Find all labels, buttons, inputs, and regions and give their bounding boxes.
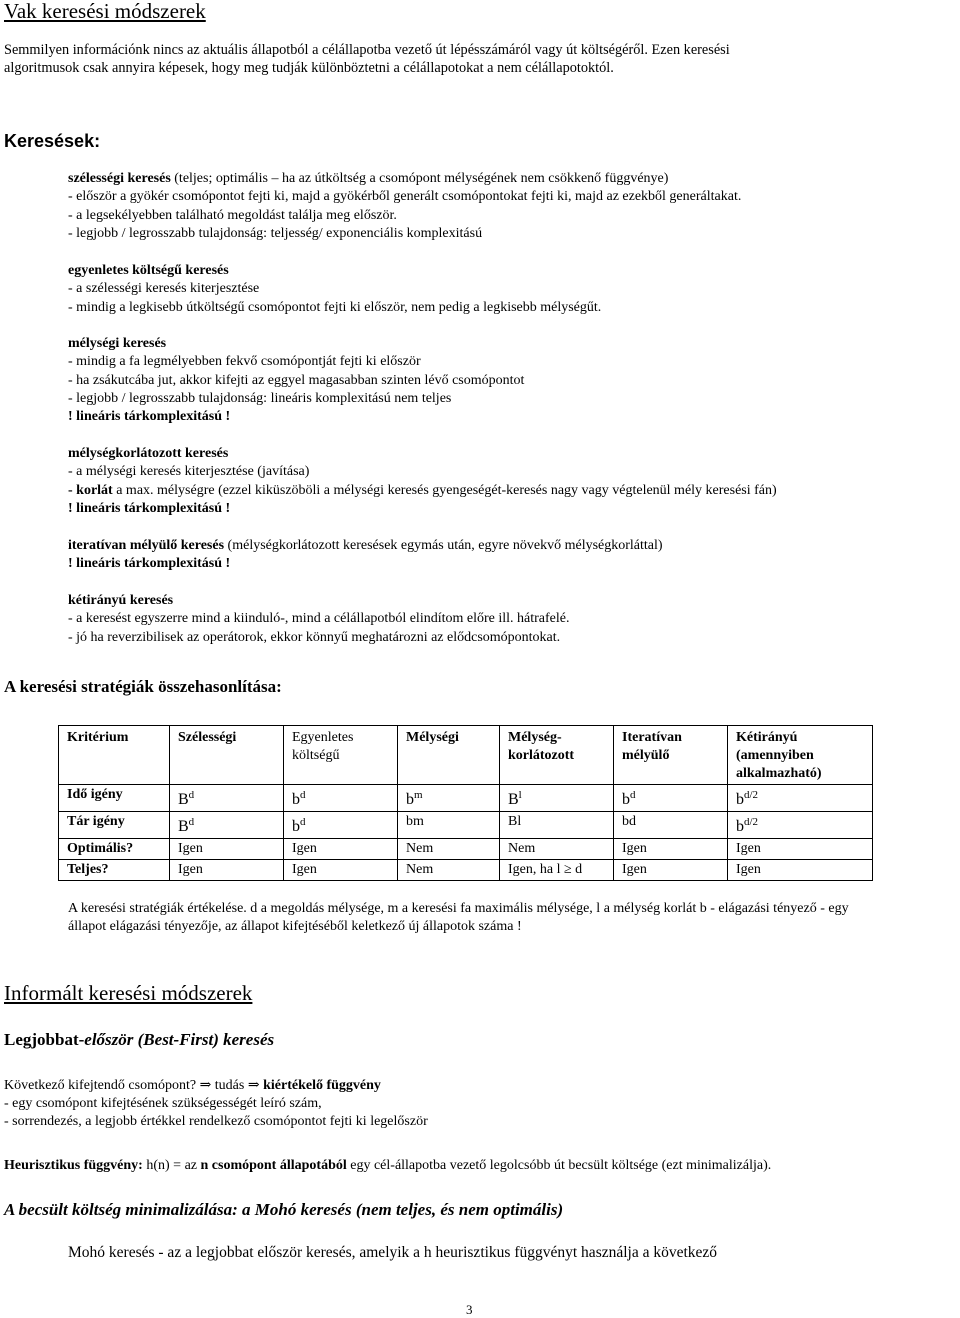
table-cell: Igen bbox=[728, 860, 873, 881]
table-caption bbox=[68, 900, 849, 936]
dfs-line: - ha zsákutcába jut, akkor kifejti az eggyel magasabban szinten lévő csomópontot bbox=[68, 372, 525, 388]
table-cell: bm bbox=[398, 812, 500, 839]
bidir-block bbox=[68, 592, 569, 647]
table-header-cell: Mélység-korlátozott bbox=[500, 726, 614, 785]
greedy-title: A becsült költség minimalizálása: a Mohó keresés (nem teljes, és nem optimális) bbox=[4, 1200, 564, 1219]
bfs-line: - a legsekélyebben található megoldást találja meg először. bbox=[68, 207, 397, 223]
bfs-title: szélességi keresés bbox=[68, 171, 171, 186]
bidir-line: - a keresést egyszerre mind a kiinduló-, mind a célállapotból elindítom előre ill. hátrafelé. bbox=[68, 611, 570, 627]
table-cell: Bl bbox=[500, 812, 614, 839]
dfs-line: - legjobb / legrosszabb tulajdonság: lineáris komplexitású nem teljes bbox=[68, 390, 452, 406]
next-node-mid: tudás bbox=[211, 1078, 248, 1093]
row-label: Tár igény bbox=[59, 812, 170, 839]
best-first-title-a: Legjobbat- bbox=[4, 1030, 85, 1049]
best-first-title-b: először (Best-First) keresés bbox=[84, 1030, 275, 1049]
heuristic-formula: h(n) = az bbox=[142, 1158, 201, 1173]
caption-line: A keresési stratégiák értékelése. d a megoldás mélysége, m a keresési fa maximális mélysége, l a mélység korlát b - elágazási tényező - egy bbox=[68, 901, 849, 916]
comparison-heading: A keresési stratégiák összehasonlítása: bbox=[4, 677, 282, 696]
ids-title: iteratívan mélyülő keresés bbox=[68, 538, 225, 553]
table-header-cell: Egyenletes költségű bbox=[284, 726, 398, 785]
table-cell: $b^m$ bbox=[398, 785, 500, 812]
next-node-last: kiértékelő függvény bbox=[259, 1078, 381, 1093]
comparison-table bbox=[58, 725, 873, 881]
table-header-row bbox=[59, 726, 873, 785]
heuristic-bold: n csomópont állapotából bbox=[200, 1158, 347, 1173]
table-row bbox=[59, 785, 873, 812]
table-cell: $b^{d/2}$ bbox=[728, 785, 873, 812]
table-cell: Nem bbox=[500, 839, 614, 860]
bfs-line: - legjobb / legrosszabb tulajdonság: teljesség/ exponenciális komplexitású bbox=[68, 225, 483, 241]
heuristic-line bbox=[4, 1157, 771, 1175]
implies-arrow-icon: ⇒ bbox=[247, 1078, 260, 1093]
ucs-title: egyenletes költségű keresés bbox=[68, 263, 229, 278]
next-node-line: - sorrendezés, a legjobb értékkel rendelkező csomópontot fejti ki legelőször bbox=[4, 1114, 428, 1129]
table-header-cell: Kétirányú (amennyiben alkalmazható) bbox=[728, 726, 873, 785]
dls-bold-prefix: - korlát bbox=[68, 482, 113, 498]
intro-paragraph bbox=[4, 41, 730, 77]
table-header-cell: Szélességi bbox=[170, 726, 284, 785]
informed-title: Informált keresési módszerek bbox=[4, 981, 253, 1005]
table-cell: Igen bbox=[170, 839, 284, 860]
greedy-text: Mohó keresés - az a legjobbat először keresés, amelyik a h heurisztikus függvényt használja a következő bbox=[68, 1244, 718, 1261]
table-cell: Igen, ha l ≥ d bbox=[500, 860, 614, 881]
table-cell: $b^d$ bbox=[284, 785, 398, 812]
page-number: 3 bbox=[466, 1302, 473, 1317]
dls-block bbox=[68, 445, 777, 518]
ucs-line: - a szélességi keresés kiterjesztése bbox=[68, 281, 260, 297]
bfs-block bbox=[68, 170, 741, 243]
table-header-cell: Kritérium bbox=[59, 726, 170, 785]
table-row bbox=[59, 812, 873, 839]
table-cell: Igen bbox=[728, 839, 873, 860]
table-cell: $b^{d/2}$ bbox=[728, 812, 873, 839]
table-cell: Nem bbox=[398, 860, 500, 881]
ids-block bbox=[68, 537, 663, 574]
dfs-note: ! lineáris tárkomplexitású ! bbox=[68, 409, 231, 425]
table-cell: Igen bbox=[284, 839, 398, 860]
table-cell: Igen bbox=[170, 860, 284, 881]
dls-title: mélységkorlátozott keresés bbox=[68, 446, 229, 461]
table-cell: Nem bbox=[398, 839, 500, 860]
row-label: Teljes? bbox=[59, 860, 170, 881]
page-title: Vak keresési módszerek bbox=[4, 0, 206, 23]
dfs-line: - mindig a fa legmélyebben fekvő csomópontját fejti ki először bbox=[68, 354, 421, 370]
table-cell: $b^d$ bbox=[284, 812, 398, 839]
table-cell: $b^d$ bbox=[614, 785, 728, 812]
implies-arrow-icon: ⇒ bbox=[199, 1078, 212, 1093]
bidir-line: - jó ha reverzibilisek az operátorok, ekkor könnyű meghatározni az elődcsomópontokat. bbox=[68, 629, 561, 645]
table-header-cell: Iteratívan mélyülő bbox=[614, 726, 728, 785]
dls-line: - a mélységi keresés kiterjesztése (javítása) bbox=[68, 464, 310, 480]
heuristic-rest: egy cél-állapotba vezető legolcsóbb út becsült költsége (ezt minimalizálja). bbox=[346, 1158, 772, 1173]
dfs-title: mélységi keresés bbox=[68, 336, 167, 351]
table-header-cell: Mélységi bbox=[398, 726, 500, 785]
next-node-question: Következő kifejtendő csomópont? bbox=[4, 1078, 200, 1093]
bfs-line: - először a gyökér csomópontot fejti ki, majd a gyökérből generált csomópontokat fejti ki, majd az ezekből generáltakat. bbox=[68, 189, 742, 205]
next-node-line: - egy csomópont kifejtésének szükségességét leíró szám, bbox=[4, 1096, 322, 1111]
best-first-title bbox=[4, 1030, 274, 1050]
table-cell: Igen bbox=[284, 860, 398, 881]
caption-line: állapot elágazási tényezője, az állapot kifejtéséből keletkező új állapotok száma ! bbox=[68, 919, 522, 934]
row-label: Optimális? bbox=[59, 839, 170, 860]
next-node-block bbox=[4, 1077, 428, 1131]
table-cell: $B^d$ bbox=[170, 785, 284, 812]
table-row bbox=[59, 860, 873, 881]
row-label: Idő igény bbox=[59, 785, 170, 812]
dfs-block bbox=[68, 335, 524, 426]
table-cell: $B^d$ bbox=[170, 812, 284, 839]
heuristic-label: Heurisztikus függvény: bbox=[4, 1158, 143, 1173]
table-cell: bd bbox=[614, 812, 728, 839]
dls-note: ! lineáris tárkomplexitású ! bbox=[68, 500, 231, 516]
ucs-block bbox=[68, 262, 601, 317]
ids-note: ! lineáris tárkomplexitású ! bbox=[68, 556, 231, 572]
table-cell: Igen bbox=[614, 839, 728, 860]
intro-line: Semmilyen információnk nincs az aktuális állapotból a célállapotba vezető út lépésszámáról vagy út költségéről. Ezen keresési bbox=[4, 42, 730, 58]
table-cell: Igen bbox=[614, 860, 728, 881]
searches-heading: Keresések: bbox=[4, 131, 101, 151]
bfs-title-rest: (teljes; optimális – ha az útköltség a csomópont mélységének nem csökkenő függvénye) bbox=[170, 171, 669, 186]
intro-line: algoritmusok csak annyira képesek, hogy meg tudják különböztetni a célállapotokat a nem célállapotoktól. bbox=[4, 60, 614, 76]
table-cell: $B^l$ bbox=[500, 785, 614, 812]
ids-title-rest: (mélységkorlátozott keresések egymás után, egyre növekvő mélységkorláttal) bbox=[224, 538, 663, 553]
ucs-line: - mindig a legkisebb útköltségű csomópontot fejti ki először, nem pedig a legkisebb mélységűt. bbox=[68, 299, 602, 315]
dls-prefix-rest: a max. mélységre (ezzel kiküszöböli a mélységi keresés gyengeségét-keresés nagy vagy végtelenül mély keresési fán) bbox=[112, 482, 777, 498]
table-row bbox=[59, 839, 873, 860]
bidir-title: kétirányú keresés bbox=[68, 593, 174, 608]
